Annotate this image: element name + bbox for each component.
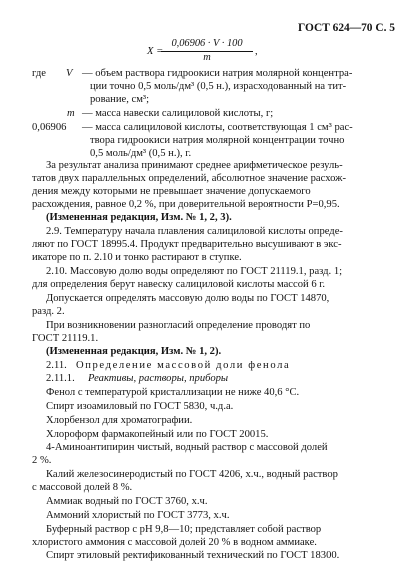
result-paragraph-line: дения между которыми не превышает значение допускаемого [32,186,311,197]
reagent-item: Калий железосинеродистый по ГОСТ 4206, х.ч., водный раствор [46,469,338,480]
def-k-symbol: 0,06906 [32,122,67,133]
result-paragraph-line: За результат анализа принимают среднее арифметическое резуль- [46,160,343,171]
formula-lhs: X = [147,46,164,57]
def-m-symbol: m [67,108,75,119]
result-paragraph-line: татов двух параллельных определений, абсолютное значение расхож- [32,173,346,184]
formula-comma: , [255,46,258,57]
reagent-item: с массовой долей 8 %. [32,482,133,493]
amendment-note-1: (Измененная редакция, Изм. № 1, 2, 3). [46,212,232,223]
section-2-11-number: 2.11. [46,360,67,371]
result-paragraph-line: расхождения, равное 0,2 %, при доверительной вероятности P=0,95. [32,199,340,210]
def-k-line: твора гидроокиси натрия молярной концентрации точно [90,135,345,146]
def-k-line: — масса салициловой кислоты, соответствующая 1 см³ рас- [82,122,353,133]
def-m-line: — масса навески салициловой кислоты, г; [82,108,274,119]
section-2-9-line: 2.9. Температуру начала плавления салициловой кислоты опреде- [46,226,343,237]
section-2-10-line: для определения берут навеску салициловой кислоты массой 6 г. [32,279,326,290]
reagent-item: Фенол с температурой кристаллизации не ниже 40,6 °С. [46,387,300,398]
defs-intro: где [32,68,46,79]
def-v-line: — объем раствора гидроокиси натрия молярной концентра- [82,68,353,79]
reagent-item: Аммиак водный по ГОСТ 3760, х.ч. [46,496,208,507]
reagent-item: Хлороформ фармакопейный или по ГОСТ 20015. [46,429,269,440]
formula-numerator: 0,06906 · V · 100 [171,38,243,49]
def-k-line: 0,5 моль/дм³ (0,5 н.), г. [90,148,192,159]
def-v-line: рование, см³; [90,94,150,105]
reagent-item: Спирт этиловый ректификованный технический по ГОСТ 18300. [46,550,340,561]
section-2-10-line: разд. 2. [32,306,65,317]
formula-denominator: m [203,52,211,63]
amendment-note-2: (Измененная редакция, Изм. № 1, 2). [46,346,222,357]
section-2-11-title: Определение массовой доли фенола [76,360,291,371]
reagent-item: 2 %. [32,455,52,466]
reagent-item: Буферный раствор с pH 9,8—10; представляет собой раствор [46,524,322,535]
formula-fraction [161,38,253,64]
section-2-10-line: 2.10. Массовую долю воды определяют по ГОСТ 21119.1, разд. 1; [46,266,343,277]
reagent-item: Аммоний хлористый по ГОСТ 3773, х.ч. [46,510,230,521]
section-2-10-line: При возникновении разногласий определение проводят по [46,320,311,331]
section-2-11-1-number: 2.11.1. [46,373,75,384]
section-2-10-line: ГОСТ 21119.1. [32,333,99,344]
reagent-item: хлористого аммония с массовой долей 20 % в водном аммиаке. [32,537,317,548]
def-v-symbol: V [66,68,73,79]
section-2-11-1-title: Реактивы, растворы, приборы [88,373,229,384]
section-2-10-line: Допускается определять массовую долю воды по ГОСТ 14870, [46,293,330,304]
reagent-item: Хлорбензол для хроматографии. [46,415,193,426]
reagent-item: Спирт изоамиловый по ГОСТ 5830, ч.д.а. [46,401,234,412]
section-2-9-line: икаторе по п. 2.10 и тонко растирают в ступке. [32,252,242,263]
reagent-item: 4-Аминоантипирин чистый, водный раствор с массовой долей [46,442,328,453]
def-v-line: ции точно 0,5 моль/дм³ (0,5 н.), израсходованный на тит- [90,81,347,92]
section-2-9-line: ляют по ГОСТ 18995.4. Продукт предварительно высушивают в экс- [32,239,342,250]
page-header: ГОСТ 624—70 С. 5 [298,22,395,34]
